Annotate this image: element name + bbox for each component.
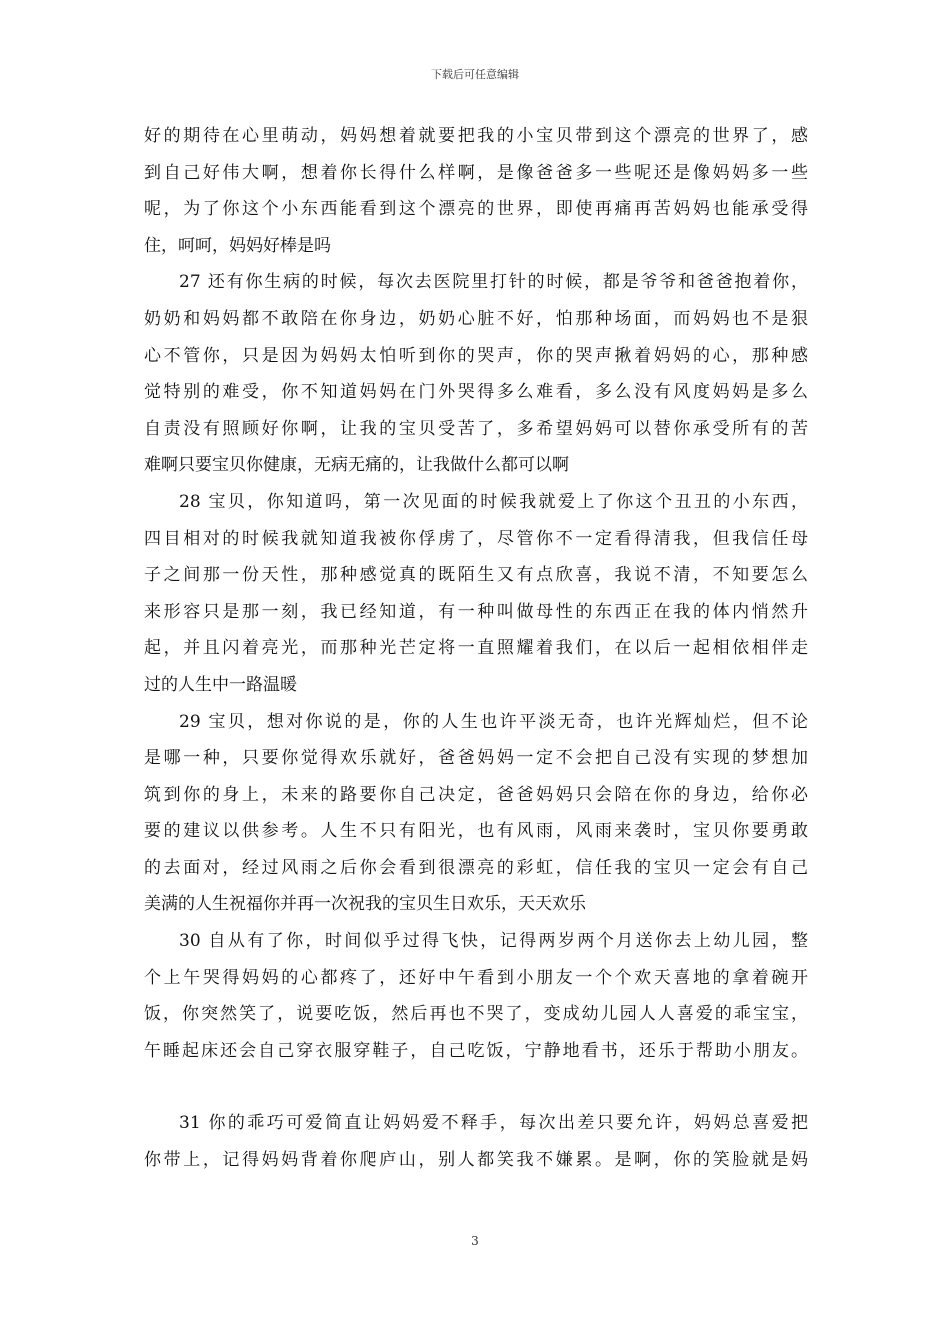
text-line: 饭，你突然笑了，说要吃饭，然后再也不哭了，变成幼儿园人人喜爱的乖宝宝， [144, 1004, 808, 1025]
page-header: 下载后可任意编辑 [431, 68, 519, 81]
text-line: 30 自从有了你，时间似乎过得飞快，记得两岁两个月送你去上幼儿园，整 [179, 931, 808, 952]
paragraph-29 [144, 710, 808, 930]
text-line: 28 宝贝，你知道吗，第一次见面的时候我就爱上了你这个丑丑的小东西， [179, 491, 808, 512]
paragraph-continuation [144, 124, 808, 270]
paragraph-gap [144, 1075, 808, 1111]
paragraph-27 [144, 270, 808, 490]
text-line: 筑到你的身上，未来的路要你自己决定，爸爸妈妈只会陪在你的身边，给你必 [144, 784, 808, 805]
text-line: 觉特别的难受，你不知道妈妈在门外哭得多么难看，多么没有风度妈妈是多么 [144, 382, 808, 403]
text-line: 27 还有你生病的时候，每次去医院里打针的时候，都是爷爷和爸爸抱着你， [179, 272, 808, 293]
text-line: 你带上，记得妈妈背着你爬庐山，别人都笑我不嫌累。是啊，你的笑脸就是妈 [144, 1150, 808, 1171]
text-line: 自责没有照顾好你啊，让我的宝贝受苦了，多希望妈妈可以替你承受所有的苦 [144, 418, 808, 439]
text-line: 31 你的乖巧可爱简直让妈妈爱不释手，每次出差只要允许，妈妈总喜爱把 [179, 1113, 808, 1134]
text-line: 过的人生中一路温暖 [144, 674, 297, 695]
text-line: 午睡起床还会自己穿衣服穿鞋子，自己吃饭，宁静地看书，还乐于帮助小朋友。 [144, 1040, 808, 1061]
text-line: 好的期待在心里萌动，妈妈想着就要把我的小宝贝带到这个漂亮的世界了，感 [144, 126, 808, 146]
text-line: 来形容只是那一刻，我已经知道，有一种叫做母性的东西正在我的体内悄然升 [144, 601, 808, 622]
text-line: 到自己好伟大啊，想着你长得什么样啊，是像爸爸多一些呢还是像妈妈多一些 [144, 162, 808, 183]
text-line: 住，呵呵，妈妈好棒是吗 [144, 235, 331, 256]
text-line: 呢，为了你这个小东西能看到这个漂亮的世界，即使再痛再苦妈妈也能承受得 [144, 199, 808, 220]
text-line: 是哪一种，只要你觉得欢乐就好，爸爸妈妈一定不会把自己没有实现的梦想加 [144, 748, 808, 769]
text-line: 要的建议以供参考。人生不只有阳光，也有风雨，风雨来袭时，宝贝你要勇敢 [144, 821, 808, 842]
document-body [144, 124, 808, 1185]
text-line: 子之间那一份天性，那种感觉真的既陌生又有点欣喜，我说不清，不知要怎么 [144, 565, 808, 586]
paragraph-31 [144, 1111, 808, 1184]
paragraph-30 [144, 929, 808, 1075]
paragraph-28 [144, 490, 808, 710]
text-line: 奶奶和妈妈都不敢陪在你身边，奶奶心脏不好，怕那种场面，而妈妈也不是狠 [144, 308, 808, 329]
text-line: 29 宝贝，想对你说的是，你的人生也许平淡无奇，也许光辉灿烂，但不论 [179, 711, 808, 732]
page-number: 3 [471, 1234, 479, 1248]
text-line: 心不管你，只是因为妈妈太怕听到你的哭声，你的哭声揪着妈妈的心，那种感 [144, 345, 808, 366]
text-line: 个上午哭得妈妈的心都疼了，还好中午看到小朋友一个个欢天喜地的拿着碗开 [144, 967, 808, 988]
text-line: 难啊只要宝贝你健康，无病无痛的，让我做什么都可以啊 [144, 455, 569, 476]
text-line: 美满的人生祝福你并再一次祝我的宝贝生日欢乐，天天欢乐 [144, 894, 586, 915]
text-line: 起，并且闪着亮光，而那种光芒定将一直照耀着我们，在以后一起相依相伴走 [144, 638, 808, 659]
text-line: 的去面对，经过风雨之后你会看到很漂亮的彩虹，信任我的宝贝一定会有自己 [144, 857, 808, 878]
text-line: 四目相对的时候我就知道我被你俘虏了，尽管你不一定看得清我，但我信任母 [144, 528, 808, 549]
